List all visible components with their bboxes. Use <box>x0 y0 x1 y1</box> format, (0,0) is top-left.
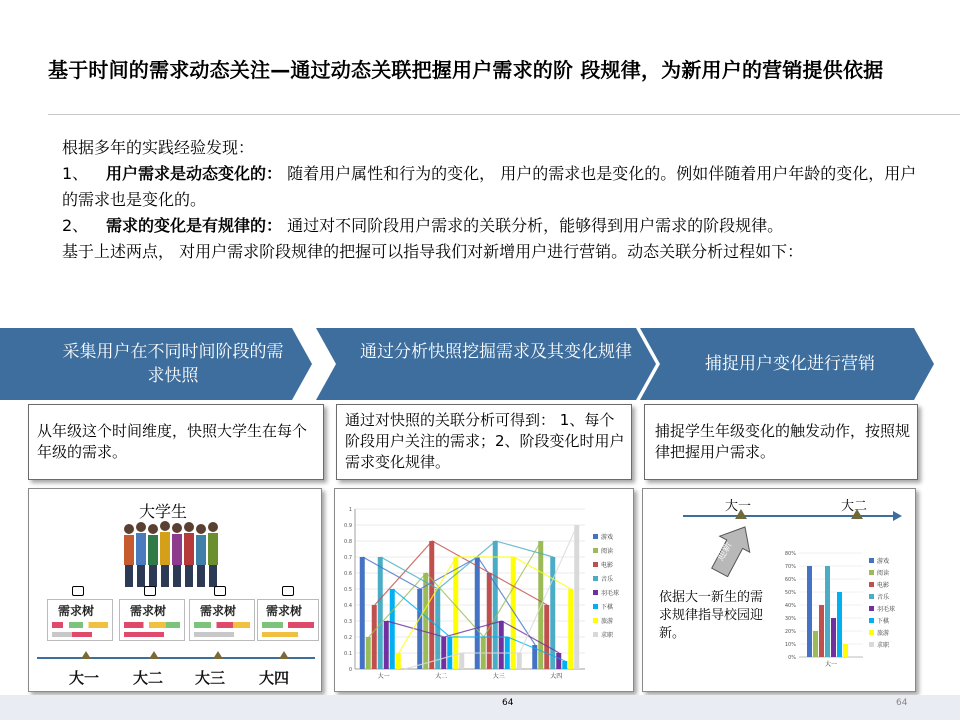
tree-1-label: 需求树 <box>58 604 95 618</box>
bar-求职 <box>574 525 579 669</box>
x-tick-label: 大一 <box>377 673 390 680</box>
legend-swatch <box>593 576 598 581</box>
bar-音乐 <box>435 589 440 669</box>
tree-2-label: 需求树 <box>130 604 167 618</box>
bar-游戏 <box>807 566 812 657</box>
tree-2-root-icon <box>144 586 156 596</box>
year-marker-4 <box>279 651 289 659</box>
bar-羽毛球 <box>556 653 561 669</box>
bar-电影 <box>372 605 377 669</box>
intro-conclusion: 基于上述两点， 对用户需求阶段规律的把握可以指导我们对新增用户进行营销。动态关联分析过程如下： <box>62 242 804 261</box>
tree-2-needs-row2 <box>124 632 164 637</box>
x-tick-label: 大四 <box>550 673 563 680</box>
year-label-1: 大一 <box>69 669 100 687</box>
intro-line1: 根据多年的实践经验发现： <box>62 138 255 157</box>
y-tick-label: 0% <box>788 655 796 661</box>
bar-羽毛球 <box>384 621 389 669</box>
y-tick-label: 0.9 <box>344 523 352 529</box>
title-divider <box>48 114 960 115</box>
tree-3-needs <box>194 622 250 628</box>
process-step-2 <box>316 328 656 400</box>
y-tick-label: 0 <box>348 667 352 673</box>
tree-1-needs <box>52 622 108 628</box>
legend-label: 阅读 <box>601 548 614 555</box>
student-snapshot-panel <box>28 488 322 692</box>
legend-label: 阅读 <box>877 570 890 577</box>
y-tick-label: 40% <box>784 603 796 609</box>
bar-旅游 <box>843 644 848 657</box>
step-2-description-box <box>336 404 632 480</box>
legend-label: 游戏 <box>601 534 614 541</box>
bar-求职 <box>459 653 464 669</box>
bar-羽毛球 <box>441 637 446 669</box>
grade-timeline <box>683 515 899 517</box>
bar-游戏 <box>360 557 365 669</box>
year-label-2: 大二 <box>133 669 164 687</box>
tree-4-label: 需求树 <box>266 604 303 618</box>
bar-游戏 <box>417 589 422 669</box>
point-1-heading: 用户需求是动态变化的： <box>106 164 283 183</box>
y-tick-label: 30% <box>784 616 796 622</box>
step-2-description: 通过对快照的关联分析可得到： 1、每个阶段用户关注的需求；2、阶段变化时用户需求变化规律。 <box>345 411 625 471</box>
welcome-arrow-label: 迎新 <box>714 540 735 563</box>
freshman-marketing-panel <box>642 488 916 692</box>
demand-tree-2 <box>119 599 185 641</box>
step-1-description-box <box>28 404 324 480</box>
y-tick-label: 0.8 <box>344 539 352 545</box>
legend-label: 电影 <box>877 582 890 589</box>
y-tick-label: 70% <box>784 564 796 570</box>
bar-旅游 <box>568 589 573 669</box>
legend-label: 下棋 <box>601 604 614 611</box>
legend-swatch <box>593 534 598 539</box>
legend-label: 下棋 <box>877 618 890 625</box>
page-number-center: 64 <box>502 698 514 708</box>
bar-音乐 <box>825 566 830 657</box>
bar-求职 <box>517 653 522 669</box>
timeline-label-1: 大一 <box>725 499 752 514</box>
legend-swatch <box>593 548 598 553</box>
legend-label: 旅游 <box>877 630 890 637</box>
legend-swatch <box>869 606 874 611</box>
timeline-label-2: 大二 <box>841 499 868 514</box>
demand-tree-3 <box>189 599 255 641</box>
y-tick-label: 1 <box>348 507 352 513</box>
y-tick-label: 0.6 <box>344 571 352 577</box>
tree-4-root-icon <box>282 586 294 596</box>
legend-swatch <box>869 642 874 647</box>
tree-3-label: 需求树 <box>200 604 237 618</box>
bar-下棋 <box>447 637 452 669</box>
tree-3-needs-row2 <box>194 632 234 637</box>
point-2-heading: 需求的变化是有规律的： <box>106 216 283 235</box>
legend-swatch <box>869 618 874 623</box>
year-label-3: 大三 <box>195 669 226 687</box>
legend-swatch <box>593 590 598 595</box>
page-title: 基于时间的需求动态关注—通过动态关联把握用户需求的阶 段规律，为新用户的营销提供依据 <box>48 58 884 82</box>
needs-by-year-chart <box>335 489 633 691</box>
legend-swatch <box>869 630 874 635</box>
legend-swatch <box>869 594 874 599</box>
y-tick-label: 0.3 <box>344 619 352 625</box>
y-tick-label: 0.7 <box>344 555 352 561</box>
bar-电影 <box>487 573 492 669</box>
tree-1-root-icon <box>72 586 84 596</box>
year-marker-2 <box>149 651 159 659</box>
point-2 <box>62 213 922 239</box>
bar-下棋 <box>837 592 842 657</box>
bar-音乐 <box>493 541 498 669</box>
step-3-description-box <box>644 404 918 480</box>
y-tick-label: 0.2 <box>344 635 352 641</box>
point-1-text: 随着用户属性和行为的变化， 用户的需求也是变化的。例如伴随着用户年龄的变化，用户的需求也是变化的。 <box>62 164 917 209</box>
x-tick-label: 大三 <box>492 673 505 680</box>
legend-label: 游戏 <box>877 558 890 565</box>
y-tick-label: 0.1 <box>344 651 352 657</box>
bar-阅读 <box>366 637 371 669</box>
bar-电影 <box>819 605 824 657</box>
y-tick-label: 60% <box>784 577 796 583</box>
bar-音乐 <box>550 557 555 669</box>
demand-tree-1 <box>47 599 113 641</box>
step-3-label: 捕捉用户变化进行营销 <box>705 354 875 374</box>
y-tick-label: 80% <box>784 551 796 557</box>
x-tick-label: 大一 <box>824 661 838 668</box>
legend-label: 旅游 <box>601 618 614 625</box>
legend-swatch <box>593 604 598 609</box>
y-tick-label: 50% <box>784 590 796 596</box>
y-tick-label: 0.5 <box>344 587 352 593</box>
bar-下棋 <box>562 661 567 669</box>
bar-羽毛球 <box>831 618 836 657</box>
year-timeline <box>37 657 315 659</box>
x-tick-label: 大二 <box>435 673 448 680</box>
legend-swatch <box>593 618 598 623</box>
point-1 <box>62 161 922 213</box>
bar-下棋 <box>390 589 395 669</box>
tree-1-needs-row2 <box>52 632 92 637</box>
bar-羽毛球 <box>499 621 504 669</box>
bar-电影 <box>544 605 549 669</box>
tree-3-root-icon <box>214 586 226 596</box>
legend-swatch <box>869 558 874 563</box>
legend-label: 音乐 <box>877 594 890 601</box>
bar-游戏 <box>475 557 480 669</box>
legend-swatch <box>593 562 598 567</box>
year-marker-1 <box>81 651 91 659</box>
timeline-arrow-icon <box>893 511 902 521</box>
bar-电影 <box>429 541 434 669</box>
legend-swatch <box>593 632 598 637</box>
legend-label: 求职 <box>877 642 890 649</box>
students-group-illustration <box>119 519 229 589</box>
point-2-text: 通过对不同阶段用户需求的关联分析，能够得到用户需求的阶段规律。 <box>282 216 784 235</box>
footer-band <box>0 695 960 720</box>
freshman-note: 依据大一新生的需求规律指导校园迎新。 <box>659 590 764 641</box>
bar-旅游 <box>396 653 401 669</box>
point-2-number: 2、 <box>62 216 89 235</box>
bar-音乐 <box>378 557 383 669</box>
tree-4-needs-row2 <box>262 632 298 637</box>
tree-2-needs <box>124 622 180 628</box>
bar-阅读 <box>813 631 818 657</box>
y-tick-label: 0.4 <box>344 603 352 609</box>
students-heading: 大学生 <box>139 502 188 521</box>
legend-label: 音乐 <box>601 576 614 583</box>
step-1-description: 从年级这个时间维度，快照大学生在每个年级的需求。 <box>37 422 308 461</box>
y-tick-label: 20% <box>784 629 796 635</box>
needs-chart-panel <box>334 488 634 692</box>
step-2-label: 通过分析快照挖掘需求及其变化规律 <box>360 342 632 362</box>
year-marker-3 <box>213 651 223 659</box>
legend-label: 羽毛球 <box>601 590 620 597</box>
freshman-needs-chart <box>773 547 911 685</box>
process-step-3 <box>640 328 934 400</box>
process-step-1 <box>0 328 312 400</box>
step-3-description: 捕捉学生年级变化的触发动作，按照规律把握用户需求。 <box>655 422 911 461</box>
legend-label: 求职 <box>601 632 614 639</box>
y-tick-label: 10% <box>784 642 796 648</box>
intro-text <box>62 135 922 265</box>
legend-label: 羽毛球 <box>877 606 896 613</box>
demand-tree-4 <box>257 599 319 641</box>
tree-4-needs <box>262 622 314 628</box>
year-label-4: 大四 <box>259 669 290 687</box>
step-1-label: 采集用户在不同时间阶段的需求快照 <box>62 342 284 386</box>
legend-swatch <box>869 582 874 587</box>
step-2-arrow-shape <box>316 328 656 400</box>
point-1-number: 1、 <box>62 164 89 183</box>
legend-swatch <box>869 570 874 575</box>
legend-label: 电影 <box>601 562 614 569</box>
page-number-right: 64 <box>896 698 908 708</box>
